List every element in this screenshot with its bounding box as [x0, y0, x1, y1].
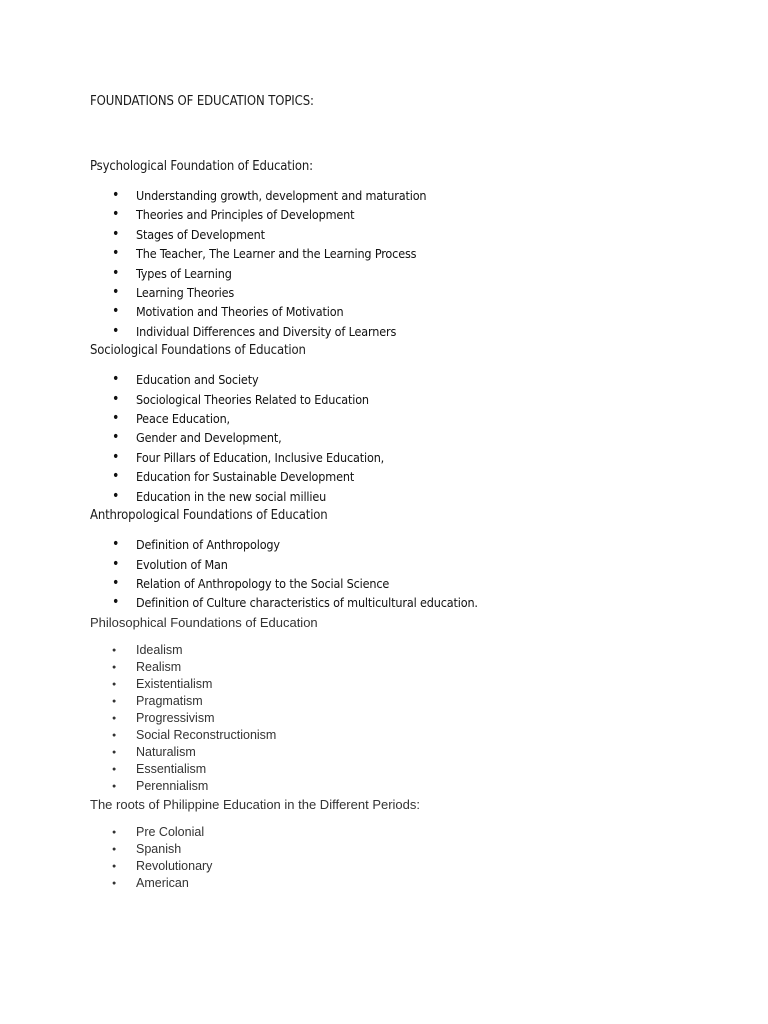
list-item: ● Pre Colonial: [90, 824, 730, 841]
list-item: • Definition of Anthropology: [90, 535, 730, 554]
list-item: • Education for Sustainable Development: [90, 467, 730, 486]
section-heading: The roots of Philippine Education in the Different Periods:: [90, 796, 421, 812]
section-psychological: [90, 157, 730, 341]
list-item: ● Realism: [90, 659, 730, 676]
list-item: ● Spanish: [90, 841, 730, 858]
topic-list: [90, 642, 730, 795]
section-sociological: [90, 341, 730, 506]
document-page: [90, 92, 730, 892]
section-heading: Sociological Foundations of Education: [90, 343, 306, 359]
section-heading: Philosophical Foundations of Education: [90, 614, 318, 630]
list-item: • Education in the new social millieu: [90, 487, 730, 506]
list-item: • Stages of Development: [90, 225, 730, 244]
list-item: • Education and Society: [90, 370, 730, 389]
section-heading: Anthropological Foundations of Education: [90, 508, 328, 524]
topic-list: [90, 370, 730, 506]
list-item: ● Social Reconstructionism: [90, 727, 730, 744]
list-item: • The Teacher, The Learner and the Learning Process: [90, 244, 730, 263]
section-anthropological: [90, 506, 730, 613]
list-item: • Individual Differences and Diversity of Learners: [90, 322, 730, 341]
section-philosophical: [90, 613, 730, 795]
section-heading: Psychological Foundation of Education:: [90, 159, 313, 174]
list-item: ● Revolutionary: [90, 858, 730, 875]
list-item: ● Pragmatism: [90, 693, 730, 710]
section-philippine-roots: [90, 795, 730, 892]
list-item: • Evolution of Man: [90, 555, 730, 574]
document-title: FOUNDATIONS OF EDUCATION TOPICS:: [90, 94, 314, 109]
list-item: • Gender and Development,: [90, 428, 730, 447]
list-item: • Definition of Culture characteristics of multicultural education.: [90, 593, 730, 612]
list-item: ● American: [90, 875, 730, 892]
topic-list: [90, 186, 730, 341]
topic-list: [90, 535, 730, 613]
list-item: ● Progressivism: [90, 710, 730, 727]
list-item: ● Existentialism: [90, 676, 730, 693]
list-item: • Types of Learning: [90, 264, 730, 283]
list-item: • Sociological Theories Related to Education: [90, 390, 730, 409]
list-item: • Motivation and Theories of Motivation: [90, 302, 730, 321]
list-item: ● Essentialism: [90, 761, 730, 778]
list-item: • Understanding growth, development and maturation: [90, 186, 730, 205]
list-item: • Relation of Anthropology to the Social Science: [90, 574, 730, 593]
list-item: ● Perennialism: [90, 778, 730, 795]
list-item: • Four Pillars of Education, Inclusive Education,: [90, 448, 730, 467]
topic-list: [90, 824, 730, 892]
list-item: ● Naturalism: [90, 744, 730, 761]
list-item: • Theories and Principles of Development: [90, 205, 730, 224]
list-item: • Peace Education,: [90, 409, 730, 428]
list-item: ● Idealism: [90, 642, 730, 659]
list-item: • Learning Theories: [90, 283, 730, 302]
